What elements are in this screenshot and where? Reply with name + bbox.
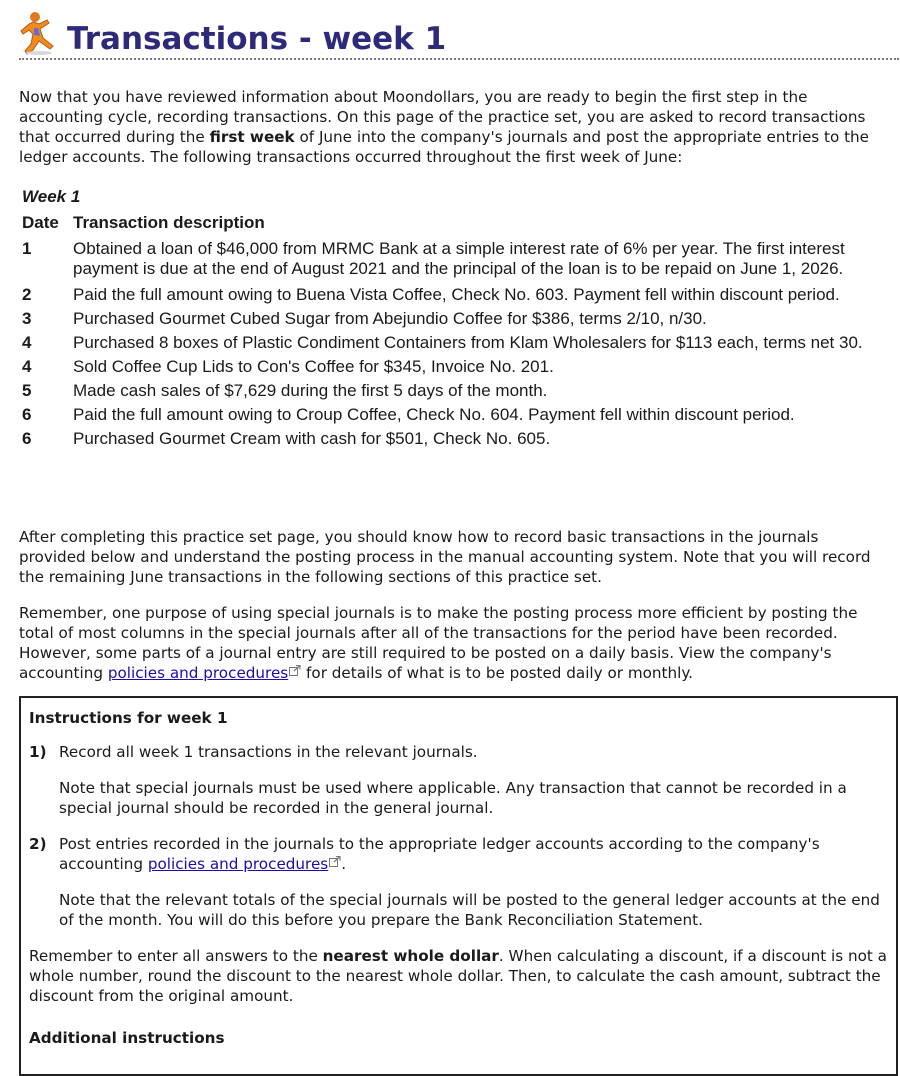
table-header: [22, 210, 892, 236]
table-row: 4 Purchased 8 boxes of Plastic Condiment Containers from Klam Wholesalers for $113 each, terms net 30.: [22, 333, 863, 352]
week-label: Week 1: [22, 187, 81, 206]
table-row: 1 Obtained a loan of $46,000 from MRMC Bank at a simple interest rate of 6% per year. The first interest payment is due at the end of August 2021 and the principal of the loan is to be repaid on June 1, 2026.: [22, 239, 845, 278]
step-number: 2): [29, 835, 47, 853]
page-content: [19, 0, 900, 1047]
date-column-header: Date: [22, 213, 59, 232]
remember-paragraph: Remember, one purpose of using special journals is to make the posting process more efficient by posting the total of most columns in the special journals after all of the transactions for the period have been recorded. However, some parts of a journal entry are still required to be posted on a daily basis. View the company's accounting policies and procedures for details of what is to be posted daily or monthly.: [19, 604, 858, 682]
step-note: Note that the relevant totals of the special journals will be posted to the general ledger accounts at the end of the month. You will do this before you prepare the Bank Reconciliation Statement.: [59, 891, 880, 929]
external-link-icon[interactable]: [329, 856, 341, 867]
description-column-header: Transaction description: [73, 213, 265, 232]
transactions-table: [22, 184, 892, 453]
table-row: 5 Made cash sales of $7,629 during the first 5 days of the month.: [22, 381, 548, 400]
table-row: 6 Purchased Gourmet Cream with cash for $501, Check No. 605.: [22, 429, 551, 448]
instructions-box: [19, 696, 898, 1076]
step-number: 1): [29, 743, 47, 761]
table-row: 6 Paid the full amount owing to Croup Coffee, Check No. 604. Payment fell within discount period.: [22, 405, 795, 424]
rounding-note: Remember to enter all answers to the nearest whole dollar. When calculating a discount, if a discount is not a whole number, round the discount to the nearest whole dollar. Then, to calculate the cash amount, subtract the discount from the original amount.: [29, 947, 887, 1005]
first-week-emphasis: first week: [209, 128, 295, 146]
step-note: Note that special journals must be used where applicable. Any transaction that cannot be recorded in a special journal should be recorded in the general journal.: [59, 779, 847, 817]
step-text: Post entries recorded in the journals to the appropriate ledger accounts according to the company's accounting policies and procedures .: [59, 835, 820, 873]
page-header: [19, 0, 899, 60]
table-row: 3 Purchased Gourmet Cubed Sugar from Abejundio Coffee for $386, terms 2/10, n/30.: [22, 309, 707, 328]
intro-paragraph: Now that you have reviewed information about Moondollars, you are ready to begin the first step in the accounting cycle, recording transactions. On this page of the practice set, you are asked to record transactions that occurred during the first week of June into the company's journals and post the appropriate entries to the ledger accounts. The following transactions occurred throughout the first week of June:: [19, 88, 870, 166]
instructions-heading: Instructions for week 1: [29, 709, 228, 727]
instruction-step-2: [29, 834, 888, 930]
policies-procedures-link[interactable]: policies and procedures: [147, 855, 329, 873]
step-text: Record all week 1 transactions in the relevant journals.: [59, 743, 478, 761]
table-row: 4 Sold Coffee Cup Lids to Con's Coffee for $345, Invoice No. 201.: [22, 357, 554, 376]
runner-logo-icon: [19, 10, 59, 56]
instruction-step-1: [29, 742, 888, 818]
after-paragraph: After completing this practice set page, you should know how to record basic transactions in the journals provided below and understand the posting process in the manual accounting system. Note that you will record the remaining June transactions in the following sections of this practice set.: [19, 528, 871, 586]
page-title: Transactions - week 1: [67, 21, 447, 57]
additional-instructions-heading: Additional instructions: [29, 1029, 225, 1047]
policies-procedures-link[interactable]: policies and procedures: [107, 664, 289, 682]
table-row: 2 Paid the full amount owing to Buena Vista Coffee, Check No. 603. Payment fell within discount period.: [22, 285, 840, 304]
external-link-icon[interactable]: [289, 665, 301, 676]
